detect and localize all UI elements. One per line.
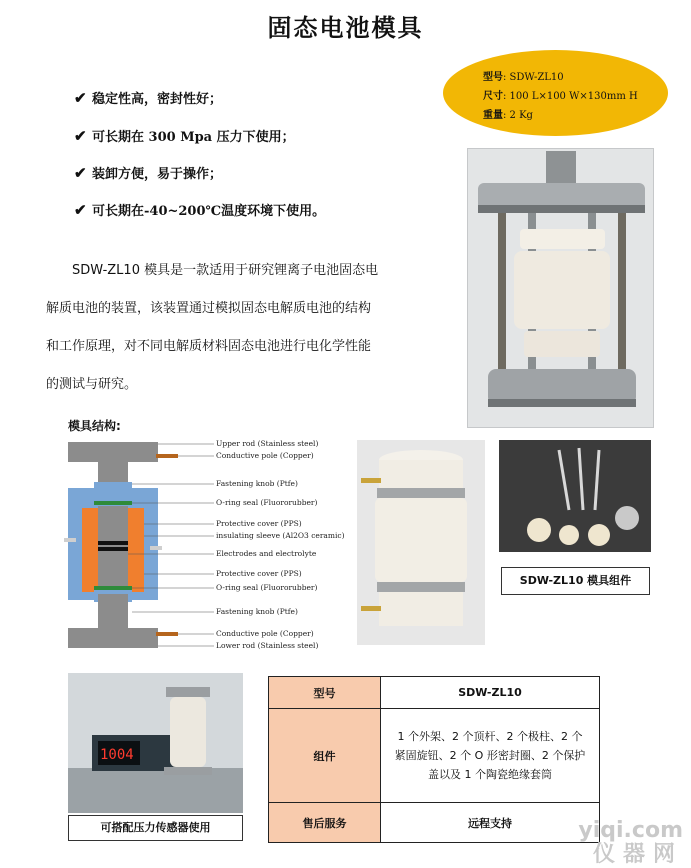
diagram-label: insulating sleeve (Al2O3 ceramic) bbox=[216, 531, 345, 540]
assembled-cell-photo bbox=[357, 440, 485, 645]
table-header-cell: 组件 bbox=[269, 709, 381, 803]
diagram-label: Conductive pole (Copper) bbox=[216, 629, 314, 638]
diagram-label: O-ring seal (Fluororubber) bbox=[216, 583, 318, 592]
table-row bbox=[269, 677, 600, 709]
sensor-caption: 可搭配压力传感器使用 bbox=[68, 815, 243, 841]
table-header-cell: 型号 bbox=[269, 677, 381, 709]
spec-weight: 重量: 2 Kg bbox=[483, 110, 533, 121]
diagram-label: O-ring seal (Fluororubber) bbox=[216, 498, 318, 507]
sensor-readout: 1004 bbox=[100, 747, 134, 763]
components-caption: SDW-ZL10 模具组件 bbox=[501, 567, 650, 595]
checkmark-icon: ✔ bbox=[74, 164, 87, 182]
spec-model: 型号: SDW-ZL10 bbox=[483, 72, 564, 83]
feature-item: ✔ 稳定性高，密封性好； bbox=[74, 89, 223, 107]
table-row bbox=[269, 709, 600, 803]
feature-item: ✔ 装卸方便，易于操作； bbox=[74, 164, 223, 182]
feature-item: ✔ 可长期在 300 Mpa 压力下使用； bbox=[74, 127, 295, 145]
feature-item: ✔ 可长期在-40~200℃温度环境下使用。 bbox=[74, 201, 326, 219]
sensor-photo bbox=[68, 673, 243, 813]
watermark: yiqi.com 仪器网 bbox=[578, 818, 683, 867]
checkmark-icon: ✔ bbox=[74, 201, 87, 219]
table-row bbox=[269, 803, 600, 843]
diagram-label: Fastening knob (Ptfe) bbox=[216, 479, 298, 488]
diagram-label: Fastening knob (Ptfe) bbox=[216, 607, 298, 616]
structure-title: 模具结构: bbox=[68, 419, 121, 433]
diagram-label: Protective cover (PPS) bbox=[216, 569, 302, 578]
table-cell: 1 个外架、2 个顶杆、2 个极柱、2 个 紧固旋钮、2 个 O 形密封圈、2 个保护 盖以及 1 个陶瓷绝缘套筒 bbox=[381, 709, 600, 803]
page-title: 固态电池模具 bbox=[267, 14, 424, 42]
specs-callout bbox=[443, 50, 668, 136]
diagram-label: Conductive pole (Copper) bbox=[216, 451, 314, 460]
spec-size: 尺寸: 100 L×100 W×130mm H bbox=[483, 91, 638, 102]
description-paragraph: SDW-ZL10 模具是一款适用于研究锂离子电池固态电解质电池的装置，该装置通过模拟固态电解质电池的结构和工作原理，对不同电解质材料固态电池进行电化学性能的测试与研究。 bbox=[46, 263, 379, 392]
table-header-cell: 售后服务 bbox=[269, 803, 381, 843]
components-photo bbox=[499, 440, 651, 552]
checkmark-icon: ✔ bbox=[74, 127, 87, 145]
table-cell: 远程支持 bbox=[381, 803, 600, 843]
checkmark-icon: ✔ bbox=[74, 89, 87, 107]
diagram-label: Electrodes and electrolyte bbox=[216, 549, 317, 558]
table-cell: SDW-ZL10 bbox=[381, 677, 600, 709]
structure-diagram bbox=[64, 436, 364, 654]
diagram-label: Protective cover (PPS) bbox=[216, 519, 302, 528]
product-photo bbox=[467, 148, 654, 428]
diagram-label: Upper rod (Stainless steel) bbox=[216, 439, 319, 448]
spec-table bbox=[268, 676, 600, 843]
diagram-label: Lower rod (Stainless steel) bbox=[216, 641, 319, 650]
